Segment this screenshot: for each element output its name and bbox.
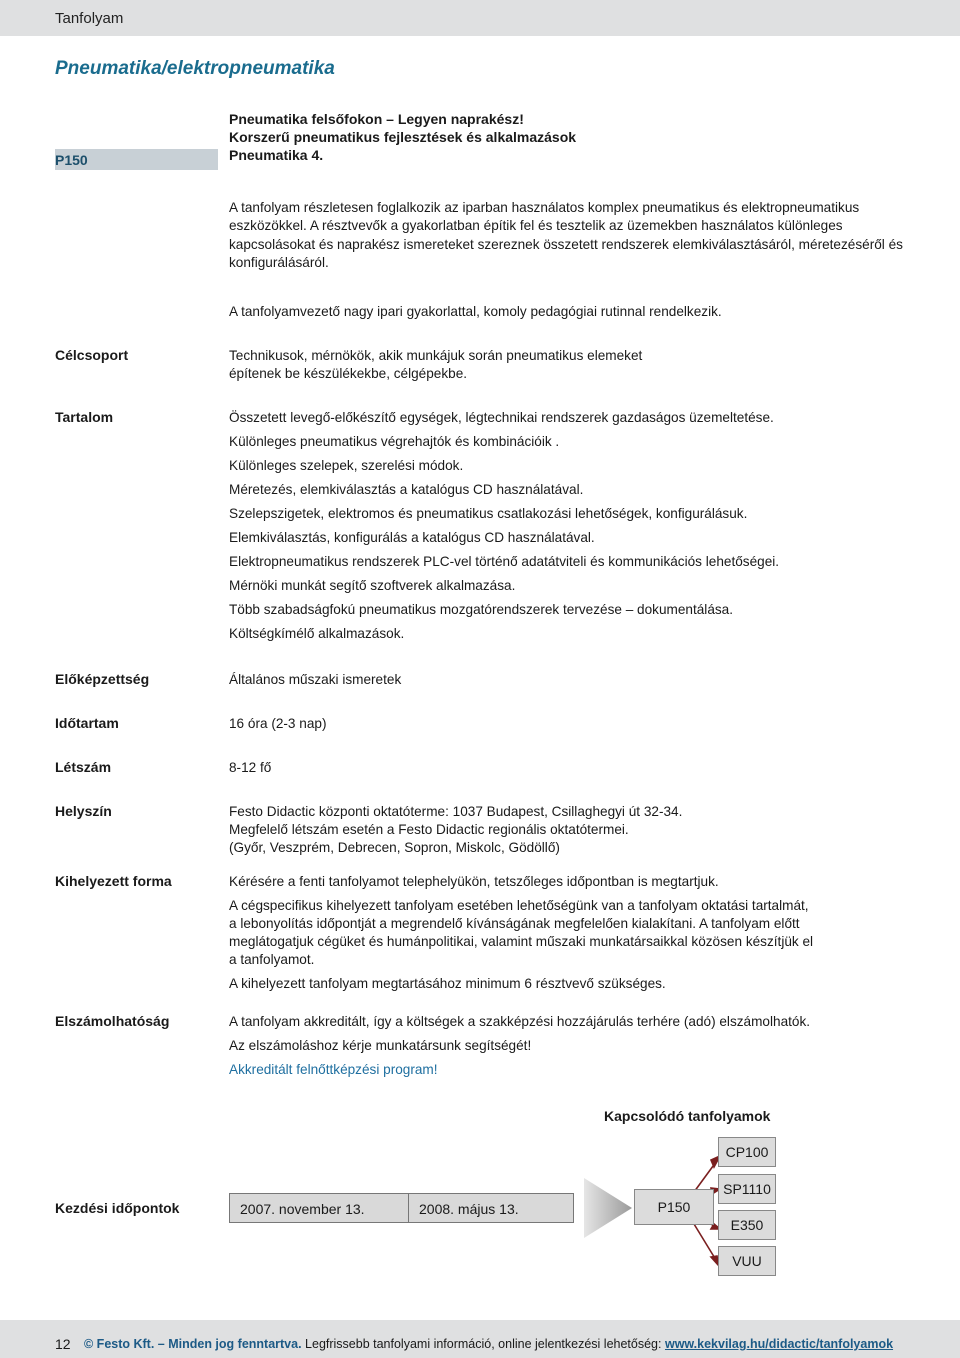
- content-list: [229, 409, 779, 649]
- list-item: Mérnöki munkát segítő szoftverek alkalmazása.: [229, 578, 516, 593]
- location-value: [229, 803, 682, 857]
- list-item: Összetett levegő-előkészítő egységek, légtechnikai rendszerek gazdaságos üzemeltetése.: [229, 410, 774, 425]
- list-item: Elektropneumatikus rendszerek PLC-vel történő adatátviteli és kommunikációs lehetőségei.: [229, 554, 780, 569]
- start-date: 2007. november 13.: [229, 1193, 409, 1223]
- related-course-box[interactable]: CP100: [718, 1137, 776, 1167]
- onsite-paragraph: Kérésére a fenti tanfolyamot telephelyükön, tetszőleges időpontban is megtartjuk.: [229, 874, 719, 889]
- list-item: Különleges szelepek, szerelési módok.: [229, 458, 464, 473]
- target-label: Célcsoport: [55, 347, 129, 363]
- related-courses-title: Kapcsolódó tanfolyamok: [604, 1108, 771, 1124]
- onsite-line: a tanfolyamot.: [229, 952, 315, 967]
- accounting-label: Elszámolhatóság: [55, 1013, 170, 1029]
- footer-info: Legfrissebb tanfolyami információ, online jelentkezési lehetőség:: [301, 1337, 665, 1351]
- headcount-value: 8-12 fő: [229, 760, 272, 775]
- course-code: P150: [55, 152, 88, 168]
- instructor-paragraph: A tanfolyamvezető nagy ipari gyakorlattal, komoly pedagógiai rutinnal rendelkezik.: [229, 304, 722, 319]
- content-label: Tartalom: [55, 409, 114, 425]
- header-label: Tanfolyam: [55, 10, 124, 27]
- start-dates-label: Kezdési időpontok: [55, 1200, 180, 1216]
- duration-label: Időtartam: [55, 715, 119, 731]
- duration-value: 16 óra (2-3 nap): [229, 716, 327, 731]
- flow-arrow-icon: [584, 1178, 632, 1238]
- course-title: Pneumatika felsőfokon – Legyen naprakész!: [229, 111, 524, 127]
- course-code-bar: [55, 149, 218, 170]
- page-number: 12: [55, 1336, 71, 1352]
- target-value: [229, 347, 642, 383]
- onsite-line: meglátogatjuk cégüket és humánpolitikai, valamint műszaki munkatársaikkal közösen készítjük el: [229, 934, 814, 949]
- prereq-value: Általános műszaki ismeretek: [229, 672, 402, 687]
- footer-url-link[interactable]: www.kekvilag.hu/didactic/tanfolyamok: [664, 1337, 894, 1351]
- onsite-paragraph: A kihelyezett tanfolyam megtartásához minimum 6 résztvevő szükséges.: [229, 976, 666, 991]
- course-subtitle: Korszerű pneumatikus fejlesztések és alkalmazások: [229, 129, 577, 145]
- section-title: Pneumatika/elektropneumatika: [55, 58, 335, 79]
- accreditation-link[interactable]: Akkreditált felnőttképzési program!: [229, 1062, 438, 1077]
- center-course-box: P150: [634, 1189, 714, 1225]
- footer-text: [84, 1337, 893, 1351]
- course-series: Pneumatika 4.: [229, 147, 324, 163]
- headcount-label: Létszám: [55, 759, 112, 775]
- copyright: © Festo Kft. – Minden jog fenntartva.: [84, 1337, 302, 1351]
- target-line: építenek be készülékekbe, célgépekbe.: [229, 366, 468, 381]
- location-label: Helyszín: [55, 803, 112, 819]
- onsite-line: A cégspecifikus kihelyezett tanfolyam esetében lehetőségünk van a tanfolyam oktatási tartalmát,: [229, 898, 809, 913]
- list-item: Méretezés, elemkiválasztás a katalógus CD használatával.: [229, 482, 584, 497]
- related-course-box[interactable]: VUU: [718, 1246, 776, 1276]
- list-item: Költségkímélő alkalmazások.: [229, 626, 405, 641]
- list-item: Szelepszigetek, elektromos és pneumatikus csatlakozási lehetőségek, konfigurálásuk.: [229, 506, 748, 521]
- related-course-box[interactable]: E350: [718, 1210, 776, 1240]
- related-course-box[interactable]: SP1110: [718, 1174, 776, 1204]
- accounting-value: [229, 1013, 810, 1079]
- start-date: 2008. május 13.: [408, 1193, 574, 1223]
- onsite-value: [229, 873, 813, 993]
- accounting-paragraph: A tanfolyam akkreditált, így a költségek a szakképzési hozzájárulás terhére (adó) elszámolhatók.: [229, 1014, 811, 1029]
- page-header-bar: [0, 0, 960, 36]
- location-line: Festo Didactic központi oktatóterme: 1037 Budapest, Csillaghegyi út 32-34.: [229, 804, 683, 819]
- list-item: Elemkiválasztás, konfigurálás a katalógus CD használatával.: [229, 530, 595, 545]
- page-footer: [0, 1320, 960, 1358]
- location-line: (Győr, Veszprém, Debrecen, Sopron, Miskolc, Gödöllő): [229, 840, 560, 855]
- intro-paragraph: A tanfolyam részletesen foglalkozik az iparban használatos komplex pneumatikus és elektropneumatikus eszközökkel. A résztvevők a gyakorlatban építik fel és tesztelik az üzemekben használatos különleges kapcsolásokat és naprakész ismereteket szereznek összetett rendszerek elemkiválasztásáról, méretezéséről és konfigurálásáról.: [229, 200, 903, 271]
- location-line: Megfelelő létszám esetén a Festo Didactic regionális oktatótermei.: [229, 822, 629, 837]
- onsite-label: Kihelyezett forma: [55, 873, 172, 889]
- prereq-label: Előképzettség: [55, 671, 150, 687]
- accounting-paragraph: Az elszámoláshoz kérje munkatársunk segítségét!: [229, 1038, 532, 1053]
- target-line: Technikusok, mérnökök, akik munkájuk során pneumatikus elemeket: [229, 348, 643, 363]
- onsite-line: a lebonyolítás időpontját a megrendelő kívánságának megfelelően kialakítani. A tanfolyam előtt: [229, 916, 800, 931]
- list-item: Különleges pneumatikus végrehajtók és kombinációik .: [229, 434, 560, 449]
- course-titles: [229, 110, 576, 164]
- list-item: Több szabadságfokú pneumatikus mozgatórendszerek tervezése – dokumentálása.: [229, 602, 734, 617]
